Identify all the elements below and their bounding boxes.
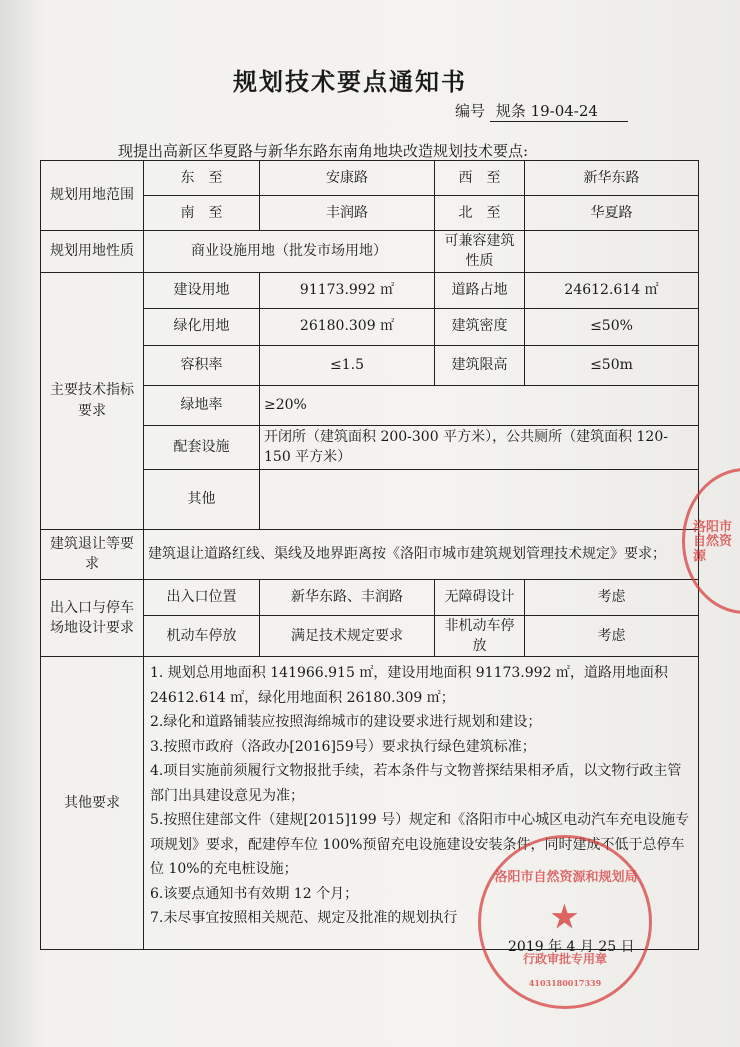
requirement-item: 3.按照市政府（洛政办[2016]59号）要求执行绿色建筑标准； xyxy=(150,738,536,755)
barrier-value: 考虑 xyxy=(525,579,699,615)
green-rate-value: ≥20% xyxy=(260,385,699,425)
build-land-label: 建设用地 xyxy=(144,272,260,308)
density-value: ≤50% xyxy=(525,308,699,345)
south-label: 南 至 xyxy=(144,196,260,231)
document-number-label: 编号 xyxy=(455,102,486,120)
seal-star-icon: ★ xyxy=(551,900,578,935)
west-label: 西 至 xyxy=(435,161,525,196)
document-title: 规划技术要点通知书 xyxy=(233,67,467,96)
other-header: 其他要求 xyxy=(41,657,144,950)
south-value: 丰润路 xyxy=(260,196,435,231)
green-land-label: 绿化用地 xyxy=(144,308,260,345)
requirement-item: 6.该要点通知书有效期 12 个月； xyxy=(150,885,359,902)
motor-label: 机动车停放 xyxy=(144,615,260,657)
nature-value: 商业设施用地（批发市场用地） xyxy=(144,231,435,273)
requirement-item: 5.按照住建部文件（建规[2015]199 号）规定和《洛阳市中心城区电动汽车充电设施专项规划》要求，配建停车位 100%预留充电设施建设安装条件，同时建成不低于总停车位 10%的充电桩设施； xyxy=(150,812,690,878)
height-label: 建筑限高 xyxy=(435,345,525,385)
west-value: 新华东路 xyxy=(525,161,699,196)
indicators-header: 主要技术指标要求 xyxy=(41,272,144,529)
entrance-value: 新华东路、丰润路 xyxy=(260,579,435,615)
official-seal xyxy=(478,835,652,1009)
range-header: 规划用地范围 xyxy=(41,161,144,231)
sign-date: 2019 年 4 月 25 日 xyxy=(508,939,635,955)
setback-row xyxy=(41,529,699,579)
setback-header: 建筑退让等要求 xyxy=(41,529,144,579)
seal-number: 4103180017339 xyxy=(528,978,602,988)
green-land-value: 26180.309 ㎡ xyxy=(260,308,435,345)
range-row-1 xyxy=(41,161,699,196)
east-value: 安康路 xyxy=(260,161,435,196)
indicator-row-1 xyxy=(41,272,699,308)
technical-requirements-table xyxy=(40,160,699,950)
entrance-label: 出入口位置 xyxy=(144,579,260,615)
facility-label: 配套设施 xyxy=(144,425,260,469)
other-indicator-value xyxy=(260,469,699,529)
north-value: 华夏路 xyxy=(525,196,699,231)
build-land-value: 91173.992 ㎡ xyxy=(260,272,435,308)
compat-value xyxy=(525,231,699,273)
nature-header: 规划用地性质 xyxy=(41,231,144,273)
requirement-item: 1. 规划总用地面积 141966.915 ㎡，建设用地面积 91173.992 ㎡，道路用地面积 24612.614 ㎡，绿化用地面积 26180.309 ㎡； xyxy=(150,665,668,706)
east-label: 东 至 xyxy=(144,161,260,196)
seal-subtext: 行政审批专用章 xyxy=(522,952,607,966)
other-indicator-label: 其他 xyxy=(144,469,260,529)
document-number xyxy=(455,100,628,122)
nonmotor-value: 考虑 xyxy=(525,615,699,657)
compat-label: 可兼容建筑性质 xyxy=(435,231,525,273)
green-rate-label: 绿地率 xyxy=(144,385,260,425)
seal-text: 洛阳市自然资源和规划局 xyxy=(494,870,638,885)
requirement-item: 2.绿化和道路铺装应按照海绵城市的建设要求进行规划和建设； xyxy=(150,714,542,731)
far-label: 容积率 xyxy=(144,345,260,385)
facility-value: 开闭所（建筑面积 200-300 平方米），公共厕所（建筑面积 120-150 平方米） xyxy=(260,425,699,469)
partial-seal-text: 洛阳市自然资源 xyxy=(693,520,733,564)
document-number-value: 规条 19-04-24 xyxy=(490,100,628,122)
road-land-value: 24612.614 ㎡ xyxy=(525,272,699,308)
road-land-label: 道路占地 xyxy=(435,272,525,308)
far-value: ≤1.5 xyxy=(260,345,435,385)
requirement-item: 7.未尽事宜按照相关规范、规定及批准的规划执行 xyxy=(150,910,458,927)
nature-row xyxy=(41,231,699,273)
barrier-label: 无障碍设计 xyxy=(435,579,525,615)
requirement-item: 4.项目实施前须履行文物报批手续，若本条件与文物普探结果相矛盾，以文物行政主管部门出具建设意见为准； xyxy=(150,763,682,804)
access-row-1 xyxy=(41,579,699,615)
document-intro: 现提出高新区华夏路与新华东路东南角地块改造规划技术要点: xyxy=(118,142,529,160)
access-header: 出入口与停车场地设计要求 xyxy=(41,579,144,657)
density-label: 建筑密度 xyxy=(435,308,525,345)
motor-value: 满足技术规定要求 xyxy=(260,615,435,657)
north-label: 北 至 xyxy=(435,196,525,231)
setback-value: 建筑退让道路红线、渠线及地界距离按《洛阳市城市建筑规划管理技术规定》要求； xyxy=(144,529,699,579)
nonmotor-label: 非机动车停放 xyxy=(435,615,525,657)
height-value: ≤50m xyxy=(525,345,699,385)
